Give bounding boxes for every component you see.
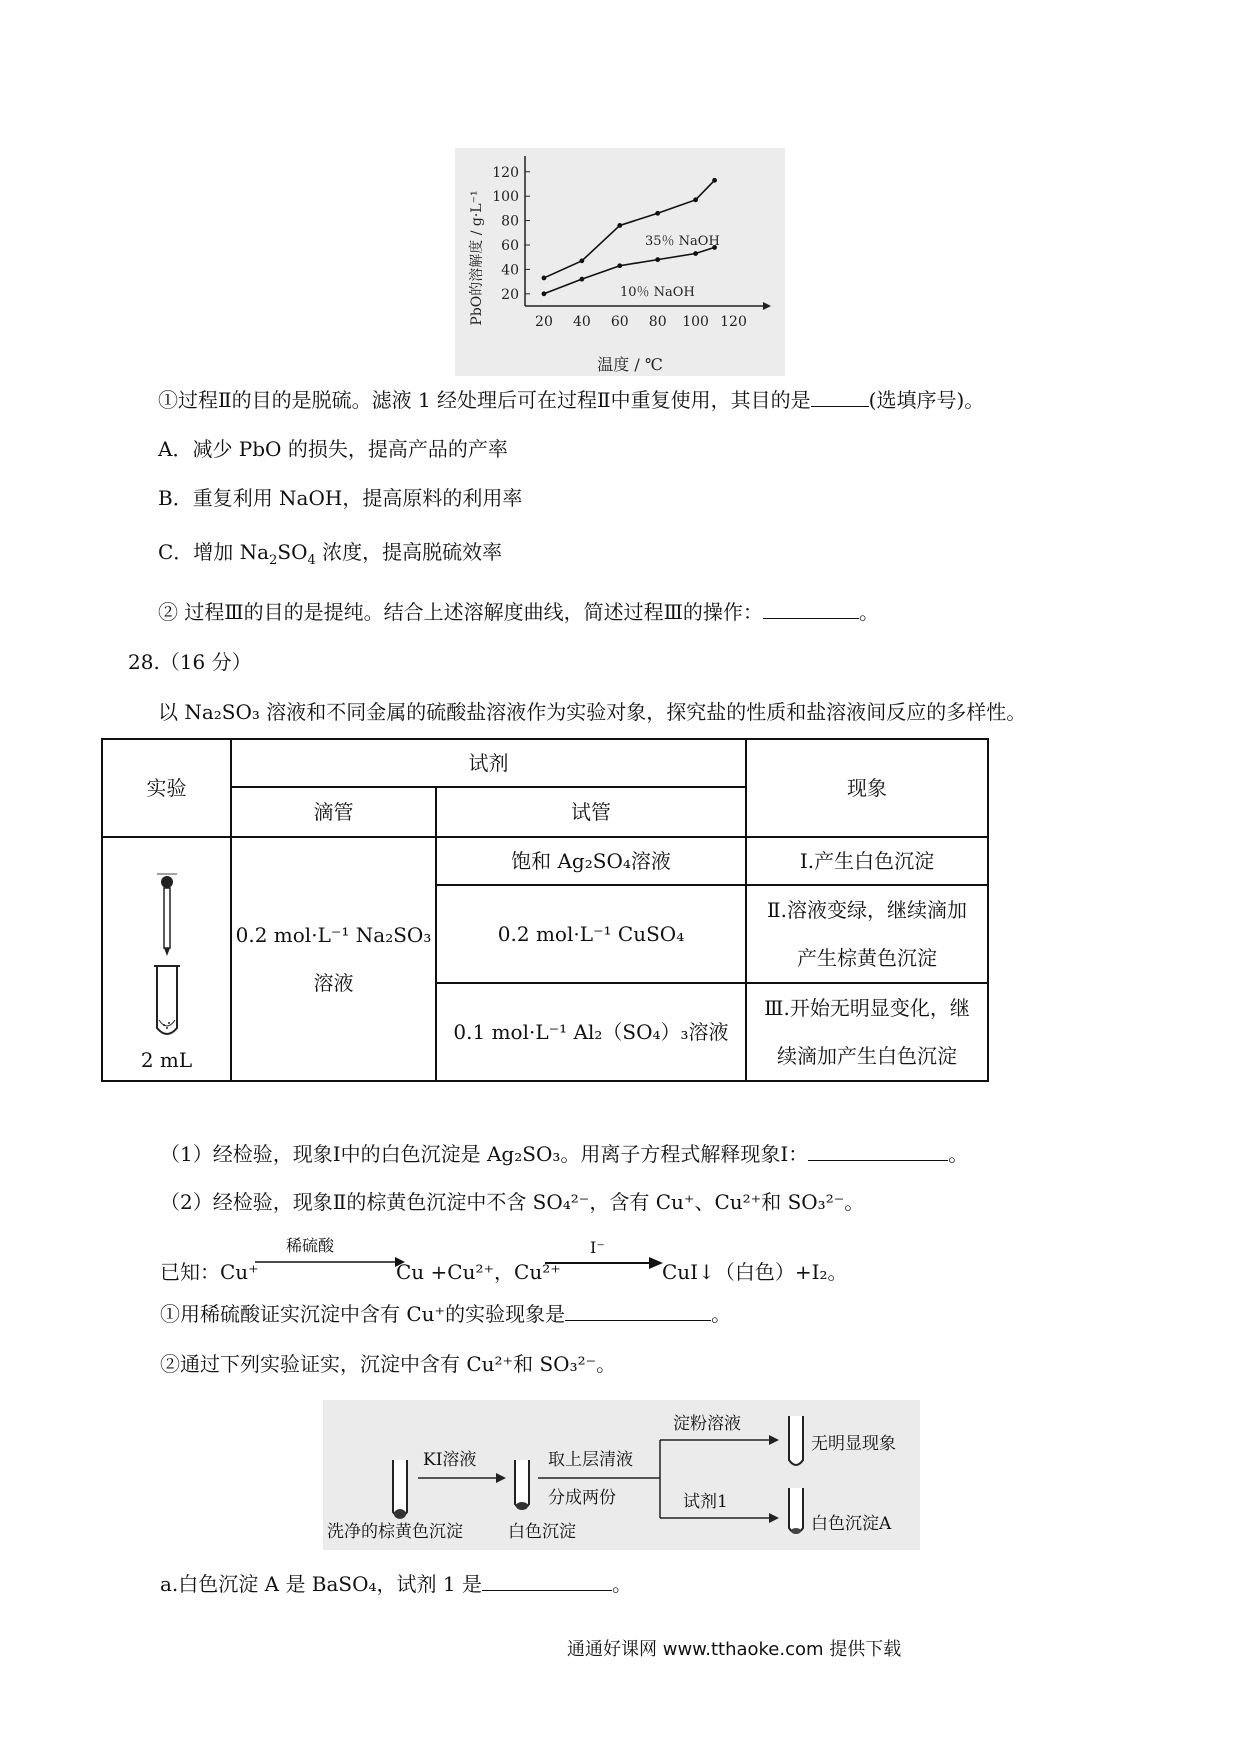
y-tick-label: 80 [501, 213, 519, 230]
tube-reagent-2: 0.2 mol·L⁻¹ CuSO₄ [436, 885, 746, 983]
x-tick-label: 20 [535, 314, 553, 330]
q28-header: 28.（16 分） [128, 650, 252, 674]
answer-blank[interactable] [763, 598, 859, 619]
sub-question-a [160, 1570, 632, 1598]
phenomenon-3-line-1: Ⅲ.开始无明显变化，继 [764, 996, 970, 1020]
data-point [712, 178, 717, 183]
footer: 通通好课网 www.tthaoke.com 提供下载 [567, 1639, 902, 1660]
q28-part-1-text: （1）经检验，现象Ⅰ中的白色沉淀是 Ag₂SO₃。用离子方程式解释现象Ⅰ： [160, 1142, 809, 1166]
option-c-text-1: C．增加 Na [158, 540, 270, 564]
flow-label-split: 分成两份 [548, 1488, 616, 1508]
reaction-arrow-1 [255, 1256, 405, 1268]
phenomenon-2 [746, 885, 988, 983]
answer-blank[interactable] [565, 1300, 711, 1321]
sub-question-1-suffix: 。 [711, 1302, 732, 1326]
q27-question-1-text: ①过程Ⅱ的目的是脱硫。滤液 1 经处理后可在过程Ⅱ中重复使用，其目的是 [158, 388, 811, 412]
header-tube: 试管 [436, 787, 746, 837]
data-point [542, 276, 547, 281]
q27-question-1-suffix: (选填序号)。 [868, 388, 985, 412]
option-c-text-3: 浓度，提高脱硫效率 [315, 540, 503, 564]
known-suffix: CuI↓（白色）+I₂。 [662, 1260, 848, 1284]
phenomenon-1: Ⅰ.产生白色沉淀 [746, 837, 988, 885]
header-phenomenon: 现象 [746, 739, 988, 837]
y-tick-label: 20 [501, 286, 519, 303]
test-tube-icon [789, 1488, 803, 1534]
solubility-chart [455, 148, 785, 376]
sub-question-a-text: a.白色沉淀 A 是 BaSO₄，试剂 1 是 [160, 1572, 482, 1596]
test-tube-icon [515, 1460, 529, 1510]
chart-y-axis-label: PbO的溶解度 / g·L⁻¹ [469, 190, 485, 326]
series-line-0 [544, 180, 715, 278]
data-point [542, 291, 547, 296]
data-point [579, 258, 584, 263]
q27-question-2 [158, 598, 879, 626]
dropper-reagent [231, 837, 436, 1081]
arrow-1-label: 稀硫酸 [286, 1236, 335, 1255]
phenomenon-2-line-2: 产生棕黄色沉淀 [797, 946, 937, 970]
flow-label-brown-precipitate: 洗净的棕黄色沉淀 [327, 1522, 463, 1542]
flow-label-starch: 淀粉溶液 [673, 1414, 741, 1434]
answer-blank[interactable] [811, 386, 869, 407]
data-point [655, 211, 660, 216]
chart-x-axis-label: 温度 / ℃ [597, 355, 663, 374]
option-a: A．减少 PbO 的损失，提高产品的产率 [158, 437, 508, 461]
answer-blank[interactable] [482, 1570, 612, 1591]
q27-question-1 [158, 386, 984, 414]
option-c-sub-1: 2 [269, 553, 278, 568]
y-tick-label: 120 [492, 164, 519, 181]
known-prefix: 已知：Cu⁺ [160, 1260, 259, 1284]
sub-question-a-suffix: 。 [611, 1572, 632, 1596]
phenomenon-2-line-1: Ⅱ.溶液变绿，继续滴加 [767, 898, 967, 922]
data-point [693, 197, 698, 202]
flow-result-bottom: 白色沉淀A [811, 1514, 892, 1534]
q27-question-2-text: ② 过程Ⅲ的目的是提纯。结合上述溶解度曲线，简述过程Ⅲ的操作： [158, 600, 763, 624]
flow-label-white-precipitate: 白色沉淀 [508, 1522, 576, 1542]
q28-part-1-suffix: 。 [948, 1142, 969, 1166]
q28-part-2: （2）经检验，现象Ⅱ的棕黄色沉淀中不含 SO₄²⁻，含有 Cu⁺、Cu²⁺和 SO₃²⁻。 [160, 1190, 865, 1214]
y-tick-label: 60 [501, 237, 519, 254]
data-point [617, 223, 622, 228]
q28-intro: 以 Na₂SO₃ 溶液和不同金属的硫酸盐溶液作为实验对象，探究盐的性质和盐溶液间反应的多样性。 [158, 700, 1027, 724]
arrow-2-label: I⁻ [590, 1238, 605, 1257]
flow-result-top: 无明显现象 [811, 1434, 896, 1454]
reaction-arrow-2 [545, 1256, 665, 1270]
flow-label-reagent-1: 试剂1 [683, 1492, 728, 1512]
header-reagent: 试剂 [231, 739, 746, 787]
data-point [693, 251, 698, 256]
known-reactions [160, 1232, 880, 1290]
x-tick-label: 80 [648, 314, 667, 330]
y-tick-label: 40 [501, 262, 519, 279]
apparatus-cell [102, 837, 231, 1081]
header-dropper: 滴管 [231, 787, 436, 837]
test-tube-icon [789, 1416, 803, 1465]
dropper-and-test-tube-icon [147, 870, 187, 1040]
phenomenon-3-line-2: 续滴加产生白色沉淀 [777, 1044, 957, 1068]
y-tick-label: 100 [492, 189, 519, 206]
answer-blank[interactable] [808, 1140, 948, 1161]
x-tick-label: 100 [682, 314, 709, 330]
series-label-10-naoh: 10％ NaOH [620, 285, 695, 300]
series-label-35-naoh: 35％ NaOH [645, 234, 720, 249]
option-b: B．重复利用 NaOH，提高原料的利用率 [158, 486, 523, 510]
solubility-chart-svg [455, 148, 785, 376]
header-experiment: 实验 [102, 739, 231, 837]
flow-diagram [323, 1400, 920, 1550]
tube-reagent-1: 饱和 Ag₂SO₄溶液 [436, 837, 746, 885]
flow-label-supernatant: 取上层清液 [548, 1450, 633, 1470]
x-tick-label: 40 [572, 314, 591, 330]
option-c [158, 538, 502, 566]
data-point [579, 277, 584, 282]
data-point [617, 263, 622, 268]
tube-reagent-3: 0.1 mol·L⁻¹ Al₂（SO₄）₃溶液 [436, 983, 746, 1081]
phenomenon-3 [746, 983, 988, 1081]
dropper-reagent-line-1: 0.2 mol·L⁻¹ Na₂SO₃ [235, 923, 432, 947]
option-c-text-2: SO [277, 540, 308, 564]
volume-label: 2 mL [140, 1048, 193, 1072]
q27-question-2-suffix: 。 [858, 600, 879, 624]
sub-question-1 [160, 1300, 731, 1328]
test-tube-icon [393, 1460, 407, 1519]
x-axis-arrow [763, 302, 771, 310]
sub-question-2: ②通过下列实验证实，沉淀中含有 Cu²⁺和 SO₃²⁻。 [160, 1352, 617, 1376]
option-c-sub-2: 4 [307, 553, 316, 568]
q28-part-1 [160, 1140, 968, 1168]
flow-label-ki: KI溶液 [423, 1450, 477, 1470]
data-point [655, 257, 660, 262]
experiment-table [101, 738, 989, 1082]
known-middle: Cu +Cu²⁺，Cu²⁺ [396, 1260, 561, 1284]
x-tick-label: 120 [720, 314, 747, 330]
sub-question-1-text: ①用稀硫酸证实沉淀中含有 Cu⁺的实验现象是 [160, 1302, 566, 1326]
dropper-reagent-line-2: 溶液 [313, 971, 354, 995]
x-tick-label: 60 [610, 314, 629, 330]
